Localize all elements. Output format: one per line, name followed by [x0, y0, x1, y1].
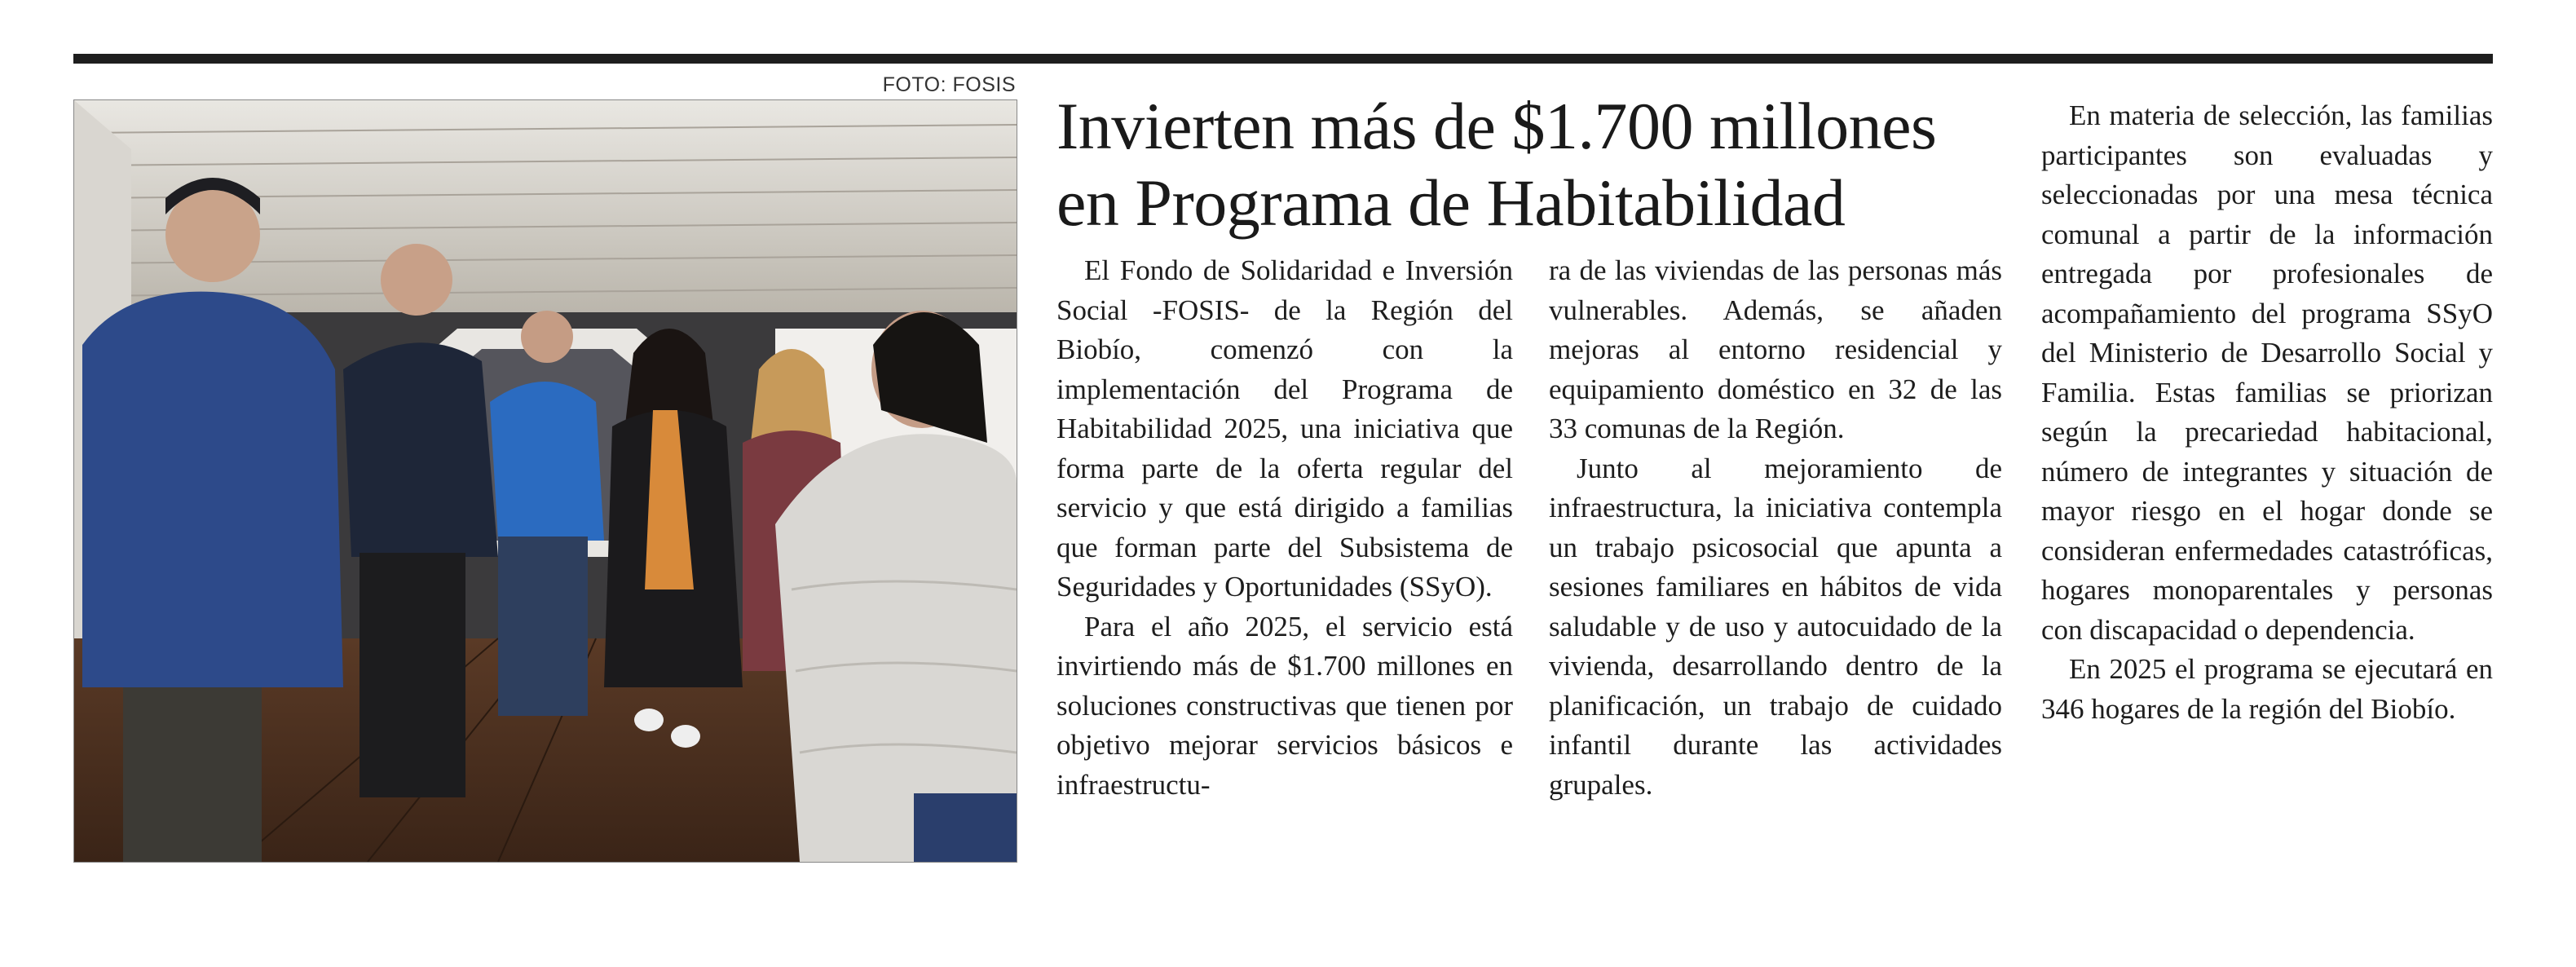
article-column-3 — [2041, 96, 2493, 729]
article-paragraph: En 2025 el programa se ejecutará en 346 hogares de la región del Biobío. — [2041, 653, 2493, 725]
article-column-1 — [1056, 251, 1513, 805]
article-headline: Invierten más de $1.700 millones en Programa de Habitabilidad — [1056, 89, 1937, 240]
article-paragraph: ra de las viviendas de las personas más vulnerables. Además, se añaden mejoras al entorno residencial y equipamiento doméstico en 32 de las 33 comunas de la Región. — [1549, 254, 2002, 444]
article-photo — [73, 99, 1017, 863]
article-paragraph: El Fondo de Solidaridad e Inversión Social -FOSIS- de la Región del Biobío, comenzó con la implementación del Programa de Habitabilidad 2025, una iniciativa que forma parte de la oferta regular del servicio y que está dirigido a familias que forman parte del Subsistema de Seguridades y Oportunidades (SSyO). — [1056, 254, 1513, 603]
article-paragraph: Para el año 2025, el servicio está invirtiendo más de $1.700 millones en soluciones constructivas que tienen por objetivo mejorar servicios básicos e infraestructu- — [1056, 610, 1513, 801]
article-column-2 — [1549, 251, 2002, 805]
photo-illustration — [74, 100, 1017, 862]
top-rule — [73, 54, 2493, 64]
article-paragraph: En materia de selección, las familias participantes son evaluadas y seleccionadas por una mesa técnica comunal a partir de la información entregada por profesionales de acompañamiento del programa SSyO del Ministerio de Desarrollo Social y Familia. Estas familias se priorizan según la precariedad habitacional, número de integrantes y situación de mayor riesgo en el hogar donde se consideran enfermedades catastróficas, hogares monoparentales y personas con discapacidad o dependencia. — [2041, 99, 2493, 646]
article-paragraph: Junto al mejoramiento de infraestructura, la iniciativa contempla un trabajo psicosocial que apunta a sesiones familiares en hábitos de vida saludable y de uso y autocuidado de la vivienda, desarrollando dentro de la planificación, un trabajo de cuidado infantil durante las actividades grupales. — [1549, 452, 2002, 801]
photo-credit: FOTO: FOSIS — [882, 73, 1016, 96]
